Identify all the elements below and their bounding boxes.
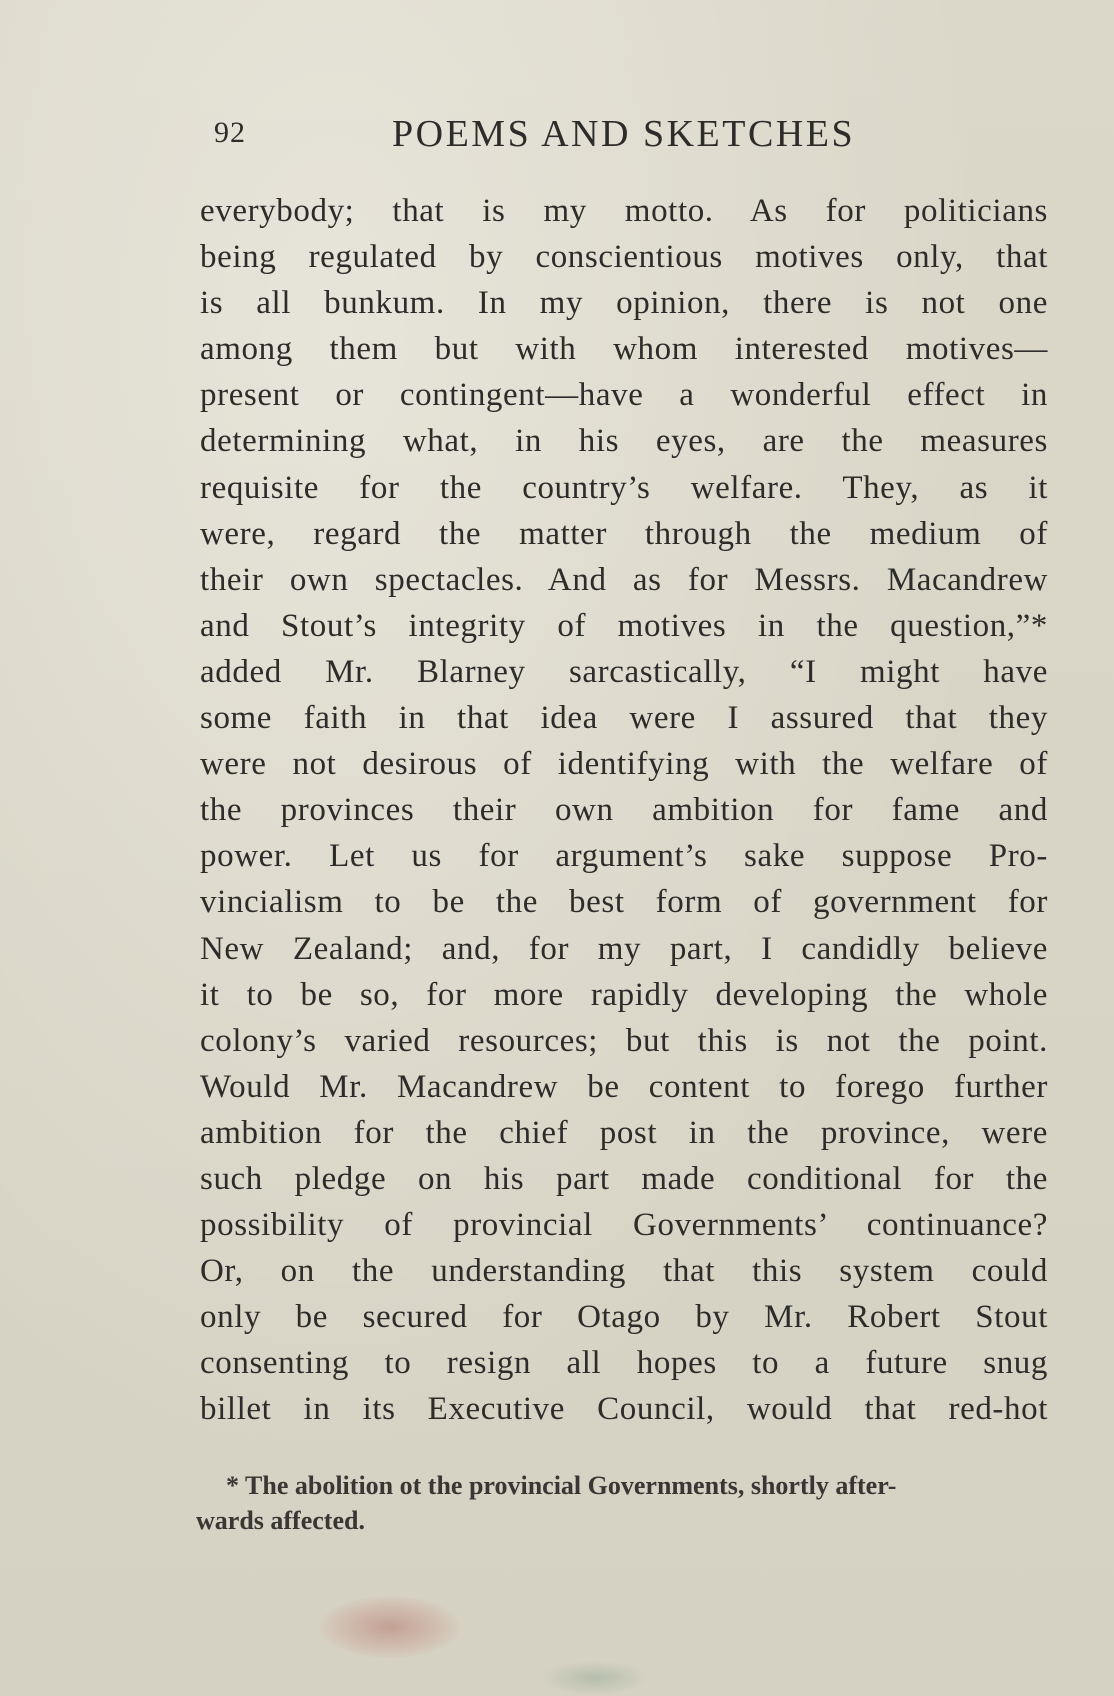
text-line: being regulated by conscientious motives only, that	[200, 239, 1048, 276]
text-line: some faith in that idea were I assured that they	[200, 700, 1048, 737]
page-number: 92	[214, 116, 246, 149]
text-line: is all bunkum. In my opinion, there is not one	[200, 285, 1048, 322]
footnote-line: wards affected.	[196, 1506, 365, 1535]
text-line: requisite for the country’s welfare. They, as it	[200, 469, 1048, 506]
text-line: only be secured for Otago by Mr. Robert Stout	[200, 1299, 1048, 1336]
text-line: present or contingent—have a wonderful effect in	[200, 377, 1048, 414]
text-line: possibility of provincial Governments’ continuance?	[200, 1207, 1048, 1244]
footnote	[196, 1468, 1036, 1538]
running-head: POEMS AND SKETCHES	[392, 113, 856, 155]
text-line: added Mr. Blarney sarcastically, “I might have	[200, 653, 1048, 690]
text-line: and Stout’s integrity of motives in the question,”*	[200, 607, 1048, 644]
text-line: billet in its Executive Council, would that red-hot	[200, 1391, 1048, 1428]
text-line: vincialism to be the best form of government for	[200, 884, 1048, 921]
text-line: colony’s varied resources; but this is not the point.	[200, 1022, 1048, 1059]
text-line: New Zealand; and, for my part, I candidly believe	[200, 930, 1048, 967]
footnote-line: * The abolition ot the provincial Governments, shortly after-	[226, 1471, 897, 1500]
text-line: Or, on the understanding that this system could	[200, 1253, 1048, 1290]
page-header	[214, 112, 1050, 168]
body-text	[200, 188, 1048, 1433]
text-line: the provinces their own ambition for fame and	[200, 792, 1048, 829]
text-line: it to be so, for more rapidly developing the whole	[200, 976, 1048, 1013]
paper-stain	[540, 1660, 650, 1696]
text-line: power. Let us for argument’s sake suppose Pro-	[200, 838, 1048, 875]
text-line: Would Mr. Macandrew be content to forego further	[200, 1068, 1048, 1105]
text-line: consenting to resign all hopes to a future snug	[200, 1345, 1048, 1382]
paper-stain	[320, 1596, 460, 1658]
text-line: everybody; that is my motto. As for politicians	[200, 193, 1048, 229]
text-line: such pledge on his part made conditional for the	[200, 1160, 1048, 1197]
text-line: their own spectacles. And as for Messrs. Macandrew	[200, 561, 1048, 598]
text-line: determining what, in his eyes, are the measures	[200, 423, 1048, 460]
text-line: among them but with whom interested motives—	[200, 331, 1048, 368]
text-line: ambition for the chief post in the province, were	[200, 1114, 1048, 1151]
text-line: were, regard the matter through the medium of	[200, 515, 1048, 552]
text-line: were not desirous of identifying with the welfare of	[200, 746, 1048, 783]
